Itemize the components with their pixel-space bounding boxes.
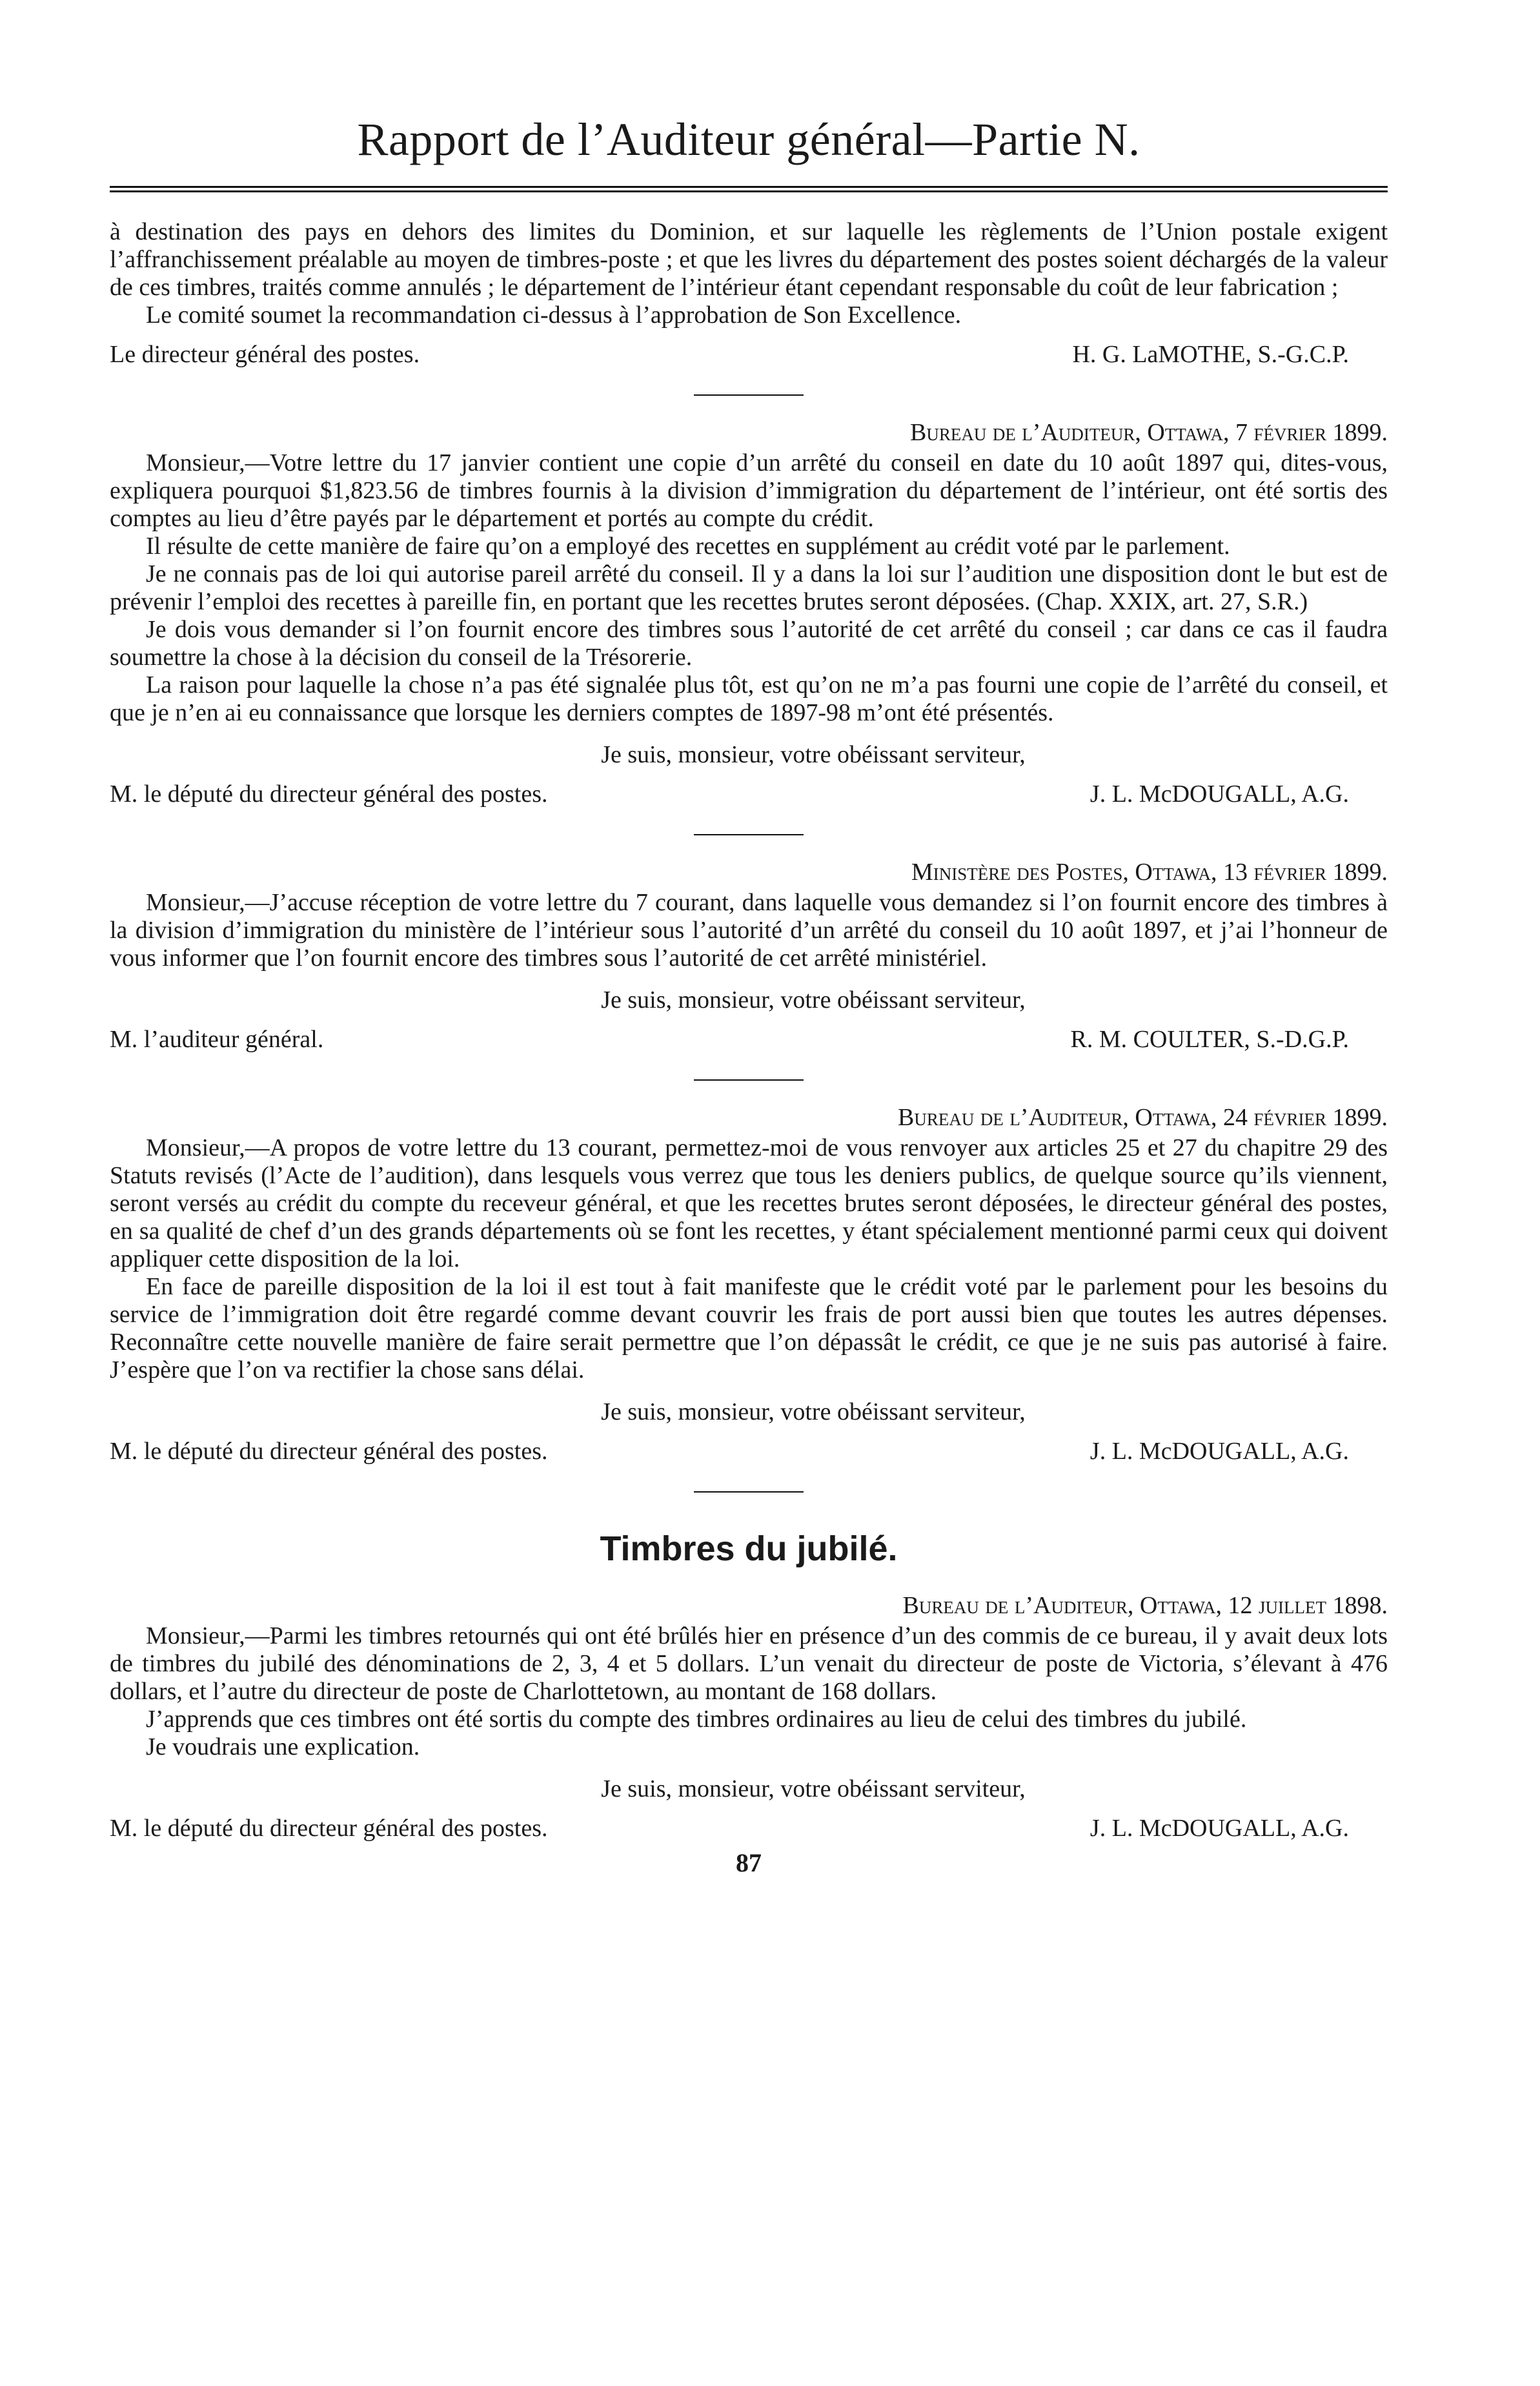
section1-signature-row (110, 341, 1388, 369)
letter4-date: Bureau de l’Auditeur, Ottawa, 12 juillet 1898. (902, 1592, 1388, 1619)
letter2-signature-row (110, 1026, 1388, 1054)
letter1-closing: Je suis, monsieur, votre obéissant serviteur, (601, 741, 1026, 768)
letter4-paragraph2: J’apprends que ces timbres ont été sortis du compte des timbres ordinaires au lieu de celui des timbres du jubilé. (146, 1706, 1247, 1733)
page-header: Rapport de l’Auditeur général—Partie N. (357, 114, 1140, 165)
letter1-paragraph2: Il résulte de cette manière de faire qu’on a employé des recettes en supplément au crédit voté par le parlement. (146, 533, 1230, 560)
header-rule-top (110, 186, 1388, 188)
letter2-addressee: M. l’auditeur général. (110, 1026, 324, 1053)
letter1-paragraph1: Monsieur,—Votre lettre du 17 janvier contient une copie d’un arrêté du conseil en date du 10 août 1897 qui, dites-vous, expliquera pourquoi $1,823.56 de timbres fournis à la division d’immigration du département de l’intérieur, ont été sortis des comptes au lieu d’être payés par le département et portés au compte du crédit. (110, 449, 1388, 532)
section1-signature-left: Le directeur général des postes. (110, 341, 420, 368)
letter1-signature-row (110, 780, 1388, 808)
letter1-date: Bureau de l’Auditeur, Ottawa, 7 février 1899. (909, 419, 1388, 446)
header-rule-bottom (110, 190, 1388, 192)
section-title-jubile: Timbres du jubilé. (600, 1529, 898, 1568)
section1-paragraph1: à destination des pays en dehors des limites du Dominion, et sur laquelle les règlements de l’Union postale exigent l’affranchissement préalable au moyen de timbres-poste ; et que les livres du département des postes soient déchargés de la valeur de ces timbres, traités comme annulés ; le département de l’intérieur étant cependant responsable du coût de leur fabrication ; (110, 218, 1388, 301)
letter2-date: Ministère des Postes, Ottawa, 13 février 1899. (911, 859, 1388, 886)
letter3-addressee: M. le député du directeur général des postes. (110, 1438, 548, 1465)
letter3-date: Bureau de l’Auditeur, Ottawa, 24 février 1899. (897, 1104, 1388, 1131)
letter1-paragraph5: La raison pour laquelle la chose n’a pas été signalée plus tôt, est qu’on ne m’a pas fourni une copie de l’arrêté du conseil, et que je n’en ai eu connaissance que lorsque les derniers comptes de 1897-98 m’ont été présentés. (110, 671, 1388, 726)
letter2-closing: Je suis, monsieur, votre obéissant serviteur, (601, 986, 1026, 1014)
letter4-paragraph3: Je voudrais une explication. (146, 1733, 420, 1760)
letter4-closing: Je suis, monsieur, votre obéissant serviteur, (601, 1775, 1026, 1802)
separator-rule (694, 834, 804, 835)
letter1-paragraph3: Je ne connais pas de loi qui autorise pareil arrêté du conseil. Il y a dans la loi sur l’audition une disposition dont le but est de prévenir l’emploi des recettes à pareille fin, en portant que les recettes brutes seront déposées. (Chap. XXIX, art. 27, S.R.) (110, 560, 1388, 615)
letter4-signature-row (110, 1815, 1388, 1842)
letter1-signature: J. L. McDOUGALL, A.G. (1089, 780, 1349, 808)
letter4-signature: J. L. McDOUGALL, A.G. (1089, 1815, 1349, 1842)
letter2-paragraph1: Monsieur,—J’accuse réception de votre lettre du 7 courant, dans laquelle vous demandez si l’on fournit encore des timbres à la division d’immigration du ministère de l’intérieur sous l’autorité d’un arrêté du conseil du 10 août 1897, et j’ai l’honneur de vous informer que l’on fournit encore des timbres sous l’autorité de cet arrêté ministériel. (110, 889, 1388, 972)
letter3-paragraph1: Monsieur,—A propos de votre lettre du 13 courant, permettez-moi de vous renvoyer aux articles 25 et 27 du chapitre 29 des Statuts revisés (l’Acte de l’audition), dans lesquels vous verrez que tous les deniers publics, de quelque source qu’ils viennent, seront versés au crédit du compte du receveur général, et que les recettes brutes seront déposées, le directeur général des postes, en sa qualité de chef d’un des grands départements où se font les recettes, y étant spécialement mentionné parmi ceux qui doivent appliquer cette disposition de la loi. (110, 1134, 1388, 1272)
letter3-signature: J. L. McDOUGALL, A.G. (1089, 1438, 1349, 1465)
page-number: 87 (736, 1848, 762, 1877)
letter1-paragraph4: Je dois vous demander si l’on fournit encore des timbres sous l’autorité de cet arrêté du conseil ; car dans ce cas il faudra soumettre la chose à la décision du conseil de la Trésorerie. (110, 616, 1388, 671)
letter4-paragraph1: Monsieur,—Parmi les timbres retournés qui ont été brûlés hier en présence d’un des commis de ce bureau, il y avait deux lots de timbres du jubilé des dénominations de 2, 3, 4 et 5 dollars. L’un venait du directeur de poste de Victoria, s’élevant à 476 dollars, et l’autre du directeur de poste de Charlottetown, au montant de 168 dollars. (110, 1622, 1388, 1705)
letter3-closing: Je suis, monsieur, votre obéissant serviteur, (601, 1398, 1026, 1425)
section1-signature-right: H. G. LaMOTHE, S.-G.C.P. (1072, 341, 1349, 368)
letter3-signature-row (110, 1438, 1388, 1465)
letter2-signature: R. M. COULTER, S.-D.G.P. (1070, 1026, 1349, 1053)
separator-rule (694, 1079, 804, 1081)
letter4-addressee: M. le député du directeur général des postes. (110, 1815, 548, 1842)
letter1-addressee: M. le député du directeur général des postes. (110, 780, 548, 808)
letter3-paragraph2: En face de pareille disposition de la loi il est tout à fait manifeste que le crédit voté par le parlement pour les besoins du service de l’immigration doit être regardé comme devant couvrir les frais de port aussi bien que toutes les autres dépenses. Reconnaître cette nouvelle manière de faire serait permettre que l’on dépassât le crédit, ce que je ne suis pas autorisé à faire. J’espère que l’on va rectifier la chose sans délai. (110, 1273, 1388, 1383)
separator-rule (694, 1491, 804, 1493)
section1-paragraph2: Le comité soumet la recommandation ci-dessus à l’approbation de Son Excellence. (146, 301, 962, 329)
document-page (110, 97, 1388, 2330)
separator-rule (694, 394, 804, 396)
